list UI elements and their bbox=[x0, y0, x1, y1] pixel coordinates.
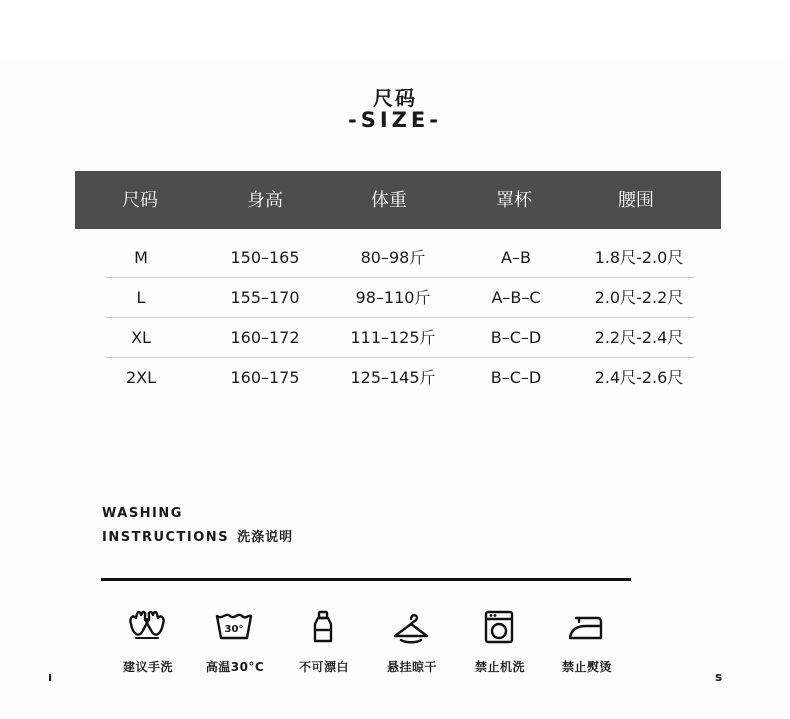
wash-temp-badge: 30° bbox=[224, 624, 244, 635]
cell-weight: 111–125斤 bbox=[350, 328, 436, 347]
instructions-title bbox=[102, 526, 293, 545]
table-row bbox=[106, 318, 694, 358]
edge-text-left: ı bbox=[48, 670, 53, 684]
cell-waist: 2.4尺-2.6尺 bbox=[594, 368, 684, 387]
table-row bbox=[106, 278, 694, 318]
size-title-cn: 尺码 bbox=[373, 86, 417, 110]
cell-waist: 2.2尺-2.4尺 bbox=[594, 328, 684, 347]
header-weight: 体重 bbox=[371, 190, 407, 211]
hang-dry-label: 悬挂晾干 bbox=[386, 660, 437, 674]
cell-size: M bbox=[134, 248, 148, 267]
header-cup: 罩杯 bbox=[496, 190, 532, 211]
washing-title: WASHING bbox=[102, 506, 183, 521]
edge-text-right: s bbox=[715, 670, 723, 684]
cell-size: L bbox=[136, 288, 146, 307]
hand-wash-icon bbox=[127, 610, 167, 644]
cell-height: 160–172 bbox=[230, 328, 300, 347]
cell-weight: 125–145斤 bbox=[350, 368, 436, 387]
header-waist: 腰围 bbox=[618, 190, 654, 211]
no-machine-wash-label: 禁止机洗 bbox=[474, 660, 525, 674]
cell-weight: 80–98斤 bbox=[360, 248, 426, 267]
cell-height: 160–175 bbox=[230, 368, 300, 387]
hand-wash-label: 建议手洗 bbox=[122, 660, 173, 674]
size-title-en: -SIZE- bbox=[348, 108, 442, 132]
table-row bbox=[106, 358, 694, 398]
cell-cup: A–B bbox=[501, 248, 531, 267]
no-machine-wash-icon bbox=[479, 610, 519, 644]
hang-dry-icon bbox=[391, 610, 431, 644]
no-iron-icon bbox=[566, 610, 606, 644]
cell-cup: B–C–D bbox=[490, 368, 542, 387]
cell-cup: B–C–D bbox=[490, 328, 542, 347]
top-band bbox=[0, 0, 790, 60]
cell-size: XL bbox=[131, 328, 151, 347]
cell-cup: A–B–C bbox=[491, 288, 541, 307]
table-row bbox=[106, 238, 694, 278]
size-table-header bbox=[75, 171, 721, 229]
header-size: 尺码 bbox=[122, 190, 158, 211]
no-iron-label: 禁止熨烫 bbox=[561, 660, 612, 674]
no-bleach-label: 不可漂白 bbox=[298, 660, 349, 674]
header-height: 身高 bbox=[247, 190, 283, 211]
instructions-title-cn: 洗涤说明 bbox=[237, 530, 294, 545]
cell-height: 155–170 bbox=[230, 288, 300, 307]
section-divider bbox=[101, 578, 631, 581]
wash-30-icon bbox=[214, 610, 254, 644]
cell-weight: 98–110斤 bbox=[355, 288, 431, 307]
no-bleach-icon bbox=[303, 610, 343, 644]
instructions-title-en: INSTRUCTIONS bbox=[102, 530, 230, 545]
cell-size: 2XL bbox=[125, 368, 157, 387]
cell-waist: 2.0尺-2.2尺 bbox=[594, 288, 684, 307]
cell-height: 150–165 bbox=[230, 248, 300, 267]
wash-30-label: 高温30°C bbox=[205, 660, 265, 674]
cell-waist: 1.8尺-2.0尺 bbox=[594, 248, 684, 267]
